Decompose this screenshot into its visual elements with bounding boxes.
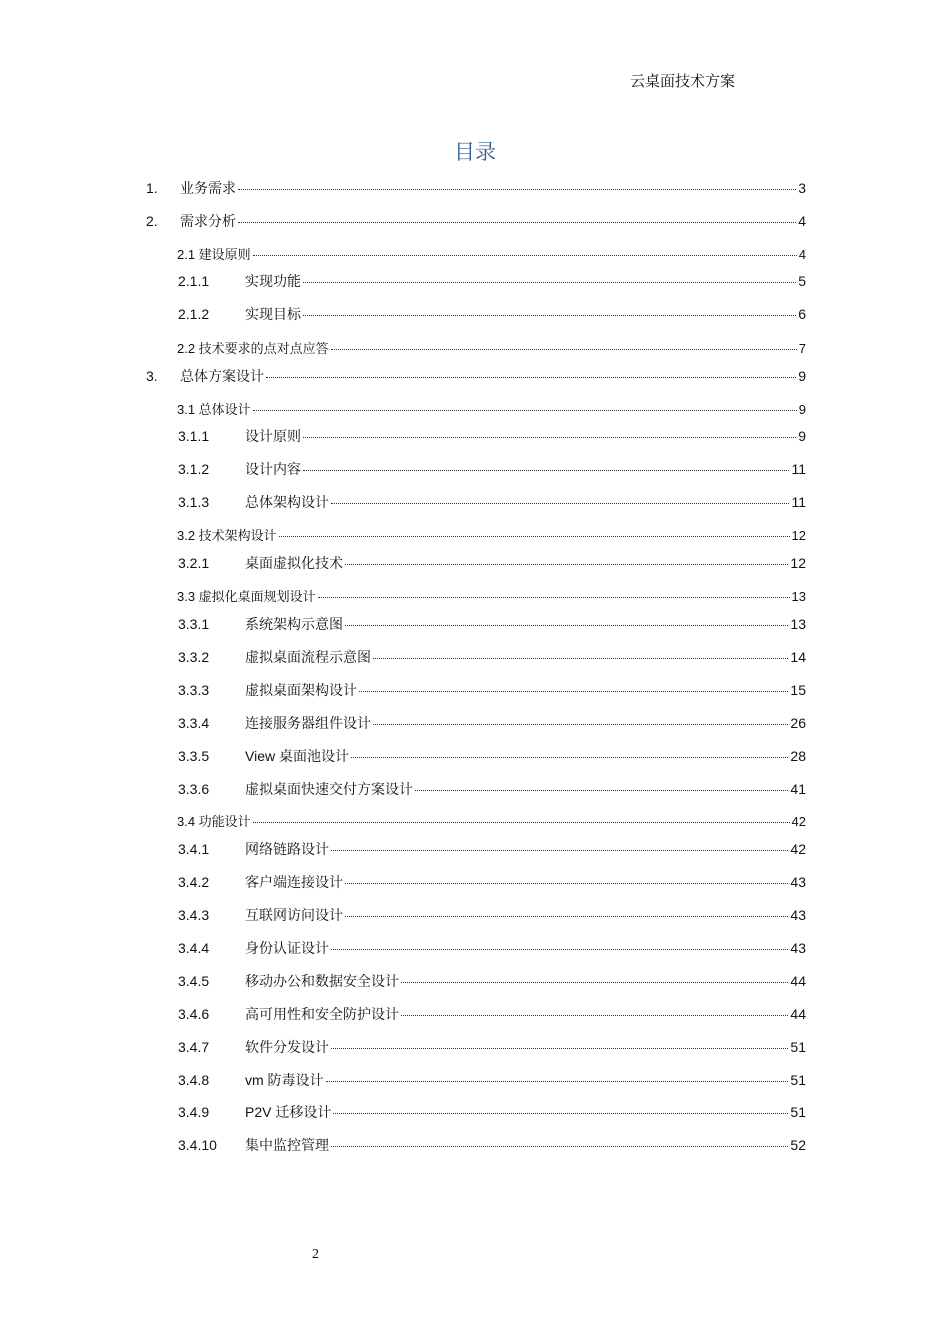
toc-dot-leader (401, 1015, 788, 1016)
toc-entry-page: 4 (798, 213, 806, 229)
toc-entry[interactable] (178, 647, 806, 667)
toc-entry-label: 客户端连接设计 (245, 874, 343, 890)
toc-entry-label: 软件分发设计 (245, 1039, 329, 1055)
toc-entry[interactable] (177, 525, 806, 544)
toc-entry[interactable] (178, 713, 806, 733)
toc-entry-page: 3 (798, 180, 806, 196)
toc-entry-label: 实现目标 (245, 306, 301, 322)
toc-entry-label: 设计内容 (245, 461, 301, 477)
toc-entry-number: 3.1.3 (178, 494, 210, 510)
toc-entry[interactable] (178, 872, 806, 892)
toc-entry-label: 3.4 功能设计 (177, 814, 251, 829)
toc-entry[interactable] (178, 905, 806, 925)
toc-entry-label: 3.2 技术架构设计 (177, 528, 277, 543)
toc-entry-page: 9 (798, 428, 806, 444)
toc-entry-number: 3. (146, 368, 158, 384)
toc-entry-number: 3.4.10 (178, 1137, 217, 1153)
toc-entry-label: 总体架构设计 (245, 494, 329, 510)
toc-dot-leader (253, 822, 790, 823)
toc-entry-number: 3.4.7 (178, 1039, 210, 1055)
toc-entry-page: 51 (790, 1104, 806, 1120)
toc-entry-number: 3.3.4 (178, 715, 210, 731)
toc-entry[interactable] (178, 492, 806, 512)
toc-dot-leader (373, 724, 788, 725)
toc-entry[interactable] (178, 746, 806, 766)
toc-dot-leader (345, 916, 788, 917)
toc-entry[interactable] (178, 426, 806, 446)
toc-entry[interactable] (178, 779, 806, 799)
toc-entry-page: 4 (798, 247, 806, 262)
toc-entry-label: 连接服务器组件设计 (245, 715, 371, 731)
toc-dot-leader (351, 757, 788, 758)
toc-dot-leader (401, 982, 788, 983)
toc-dot-leader (279, 536, 790, 537)
toc-entry-number: 1. (146, 180, 158, 196)
toc-entry-page: 6 (798, 306, 806, 322)
toc-entry[interactable] (178, 839, 806, 859)
toc-dot-leader (359, 691, 788, 692)
toc-entry-number: 3.4.8 (178, 1072, 210, 1088)
toc-entry-page: 26 (790, 715, 806, 731)
toc-entry-page: 13 (791, 589, 806, 604)
toc-entry-number: 3.4.1 (178, 841, 210, 857)
toc-entry[interactable] (178, 459, 806, 479)
toc-dot-leader (253, 255, 797, 256)
toc-entry-label: 3.1 总体设计 (177, 402, 251, 417)
toc-entry-number: 2. (146, 213, 158, 229)
toc-dot-leader (253, 410, 797, 411)
toc-entry-label: 系统架构示意图 (245, 616, 343, 632)
toc-entry-page: 15 (790, 682, 806, 698)
toc-entry-number: 3.4.9 (178, 1104, 210, 1120)
toc-dot-leader (373, 658, 788, 659)
toc-dot-leader (303, 282, 796, 283)
toc-entry-page: 43 (790, 907, 806, 923)
toc-entry[interactable] (178, 971, 806, 991)
toc-entry-page: 11 (791, 461, 806, 477)
toc-entry-label: 身份认证设计 (245, 940, 329, 956)
page-number: 2 (312, 1247, 319, 1262)
toc-entry[interactable] (178, 1004, 806, 1024)
toc-entry-page: 41 (790, 781, 806, 797)
toc-entry-page: 5 (798, 273, 806, 289)
toc-entry-page: 9 (798, 368, 806, 384)
toc-entry-number: 3.4.2 (178, 874, 210, 890)
toc-entry-label: 集中监控管理 (245, 1137, 329, 1153)
toc-entry-page: 12 (791, 528, 806, 543)
toc-entry[interactable] (177, 244, 806, 263)
toc-dot-leader (238, 189, 796, 190)
toc-heading: 目录 (454, 140, 496, 164)
toc-entry-number: 3.4.5 (178, 973, 210, 989)
toc-entry[interactable] (178, 1070, 806, 1090)
toc-entry-number: 3.4.6 (178, 1006, 210, 1022)
toc-entry-label: vm 防毒设计 (245, 1072, 324, 1088)
toc-dot-leader (331, 349, 797, 350)
toc-entry-label: 2.1 建设原则 (177, 247, 251, 262)
toc-entry[interactable] (177, 399, 806, 418)
toc-dot-leader (318, 597, 790, 598)
toc-entry-page: 28 (790, 748, 806, 764)
toc-entry-number: 3.3.1 (178, 616, 210, 632)
toc-entry-page: 7 (798, 341, 806, 356)
toc-entry[interactable] (178, 271, 806, 291)
toc-entry-number: 3.1.1 (178, 428, 210, 444)
toc-entry[interactable] (178, 938, 806, 958)
toc-entry-page: 51 (790, 1072, 806, 1088)
toc-entry-number: 2.1.1 (178, 273, 210, 289)
toc-entry-label: 总体方案设计 (180, 368, 264, 384)
toc-entry[interactable] (146, 366, 806, 386)
toc-entry-page: 44 (790, 973, 806, 989)
toc-entry-page: 43 (790, 940, 806, 956)
toc-entry[interactable] (146, 178, 806, 198)
toc-dot-leader (266, 377, 796, 378)
running-header-title: 云桌面技术方案 (630, 74, 736, 90)
toc-entry-label: 虚拟桌面架构设计 (245, 682, 357, 698)
toc-entry-label: 3.3 虚拟化桌面规划设计 (177, 589, 316, 604)
toc-entry-label: 移动办公和数据安全设计 (245, 973, 399, 989)
toc-entry[interactable] (178, 1102, 806, 1122)
toc-entry-label: 设计原则 (245, 428, 301, 444)
toc-dot-leader (331, 1048, 788, 1049)
toc-entry-number: 3.3.3 (178, 682, 210, 698)
toc-entry[interactable] (146, 211, 806, 231)
toc-entry[interactable] (178, 304, 806, 324)
toc-entry-number: 3.3.6 (178, 781, 210, 797)
toc-entry-label: View 桌面池设计 (245, 748, 349, 764)
toc-entry-label: 需求分析 (180, 213, 236, 229)
toc-entry[interactable] (178, 614, 806, 634)
toc-entry-page: 44 (790, 1006, 806, 1022)
toc-entry-number: 3.4.3 (178, 907, 210, 923)
toc-entry-page: 12 (790, 555, 806, 571)
toc-dot-leader (331, 1146, 788, 1147)
toc-dot-leader (303, 437, 796, 438)
toc-entry-label: P2V 迁移设计 (245, 1104, 332, 1120)
toc-entry-page: 43 (790, 874, 806, 890)
toc-dot-leader (333, 1113, 788, 1114)
toc-entry-label: 业务需求 (180, 180, 236, 196)
toc-entry-page: 42 (791, 814, 806, 829)
toc-entry-number: 3.4.4 (178, 940, 210, 956)
toc-entry-number: 3.1.2 (178, 461, 210, 477)
toc-entry[interactable] (177, 338, 806, 357)
toc-entry-label: 互联网访问设计 (245, 907, 343, 923)
toc-entry-page: 52 (790, 1137, 806, 1153)
toc-dot-leader (326, 1081, 789, 1082)
toc-entry-label: 虚拟桌面流程示意图 (245, 649, 371, 665)
toc-entry[interactable] (178, 680, 806, 700)
toc-entry-number: 3.3.2 (178, 649, 210, 665)
toc-entry-label: 实现功能 (245, 273, 301, 289)
toc-entry-number: 3.2.1 (178, 555, 210, 571)
toc-dot-leader (303, 315, 796, 316)
toc-entry-page: 9 (798, 402, 806, 417)
toc-entry-number: 2.1.2 (178, 306, 210, 322)
toc-entry-label: 虚拟桌面快速交付方案设计 (245, 781, 413, 797)
toc-dot-leader (415, 790, 788, 791)
toc-entry[interactable] (178, 1135, 806, 1155)
toc-dot-leader (345, 625, 788, 626)
toc-dot-leader (331, 503, 789, 504)
toc-dot-leader (331, 850, 788, 851)
toc-entry-page: 11 (791, 494, 806, 510)
toc-entry-label: 2.2 技术要求的点对点应答 (177, 341, 329, 356)
toc-entry-label: 网络链路设计 (245, 841, 329, 857)
toc-dot-leader (345, 564, 788, 565)
toc-entry[interactable] (177, 586, 806, 605)
toc-dot-leader (238, 222, 796, 223)
toc-dot-leader (303, 470, 789, 471)
toc-entry[interactable] (178, 1037, 806, 1057)
toc-entry-label: 高可用性和安全防护设计 (245, 1006, 399, 1022)
toc-entry-page: 51 (790, 1039, 806, 1055)
toc-dot-leader (331, 949, 788, 950)
toc-entry-page: 13 (790, 616, 806, 632)
toc-entry-label: 桌面虚拟化技术 (245, 555, 343, 571)
toc-dot-leader (345, 883, 788, 884)
toc-entry-page: 14 (790, 649, 806, 665)
toc-entry-page: 42 (790, 841, 806, 857)
toc-entry[interactable] (178, 553, 806, 573)
toc-entry-number: 3.3.5 (178, 748, 210, 764)
toc-entry[interactable] (177, 811, 806, 830)
